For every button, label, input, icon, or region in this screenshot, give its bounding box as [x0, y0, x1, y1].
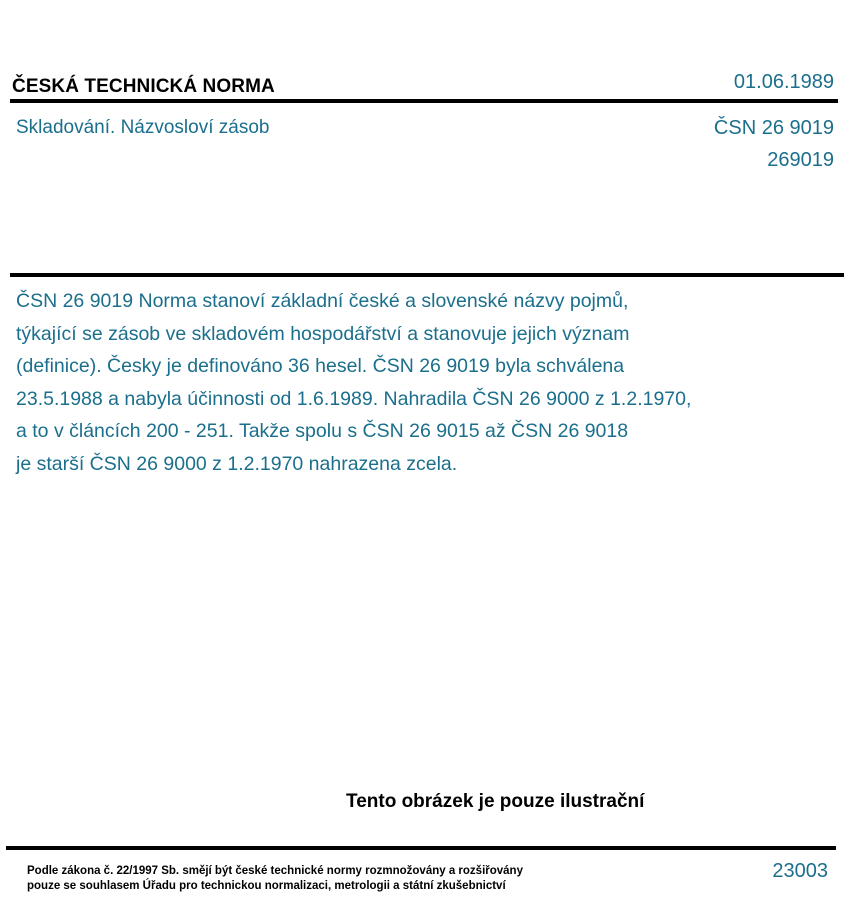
footer-divider — [6, 846, 836, 850]
document-header-title: ČESKÁ TECHNICKÁ NORMA — [12, 76, 275, 97]
description-line: týkající se zásob ve skladovém hospodářství a stanovuje jejich význam — [16, 322, 630, 345]
description-line: a to v článcích 200 - 251. Takže spolu s ČSN 26 9015 až ČSN 26 9018 — [16, 420, 629, 442]
description-line: ČSN 26 9019 Norma stanoví základní české a slovenské názvy pojmů, — [16, 290, 629, 312]
standard-subject: Skladování. Názvosloví zásob — [16, 117, 270, 138]
catalog-number: 269019 — [767, 149, 834, 171]
standard-code: ČSN 26 9019 — [713, 117, 834, 139]
legal-notice — [27, 864, 523, 894]
description-line: (definice). Česky je definováno 36 hesel. ČSN 26 9019 byla schválena — [16, 355, 625, 377]
description-line: 23.5.1988 a nabyla účinnosti od 1.6.1989. Nahradila ČSN 26 9000 z 1.2.1970, — [16, 387, 692, 410]
document-number: 23003 — [772, 860, 828, 882]
legal-notice-line: Podle zákona č. 22/1997 Sb. smějí být české technické normy rozmnožovány a rozšiřovány — [27, 865, 523, 877]
legal-notice-line: pouze se souhlasem Úřadu pro technickou normalizaci, metrologii a státní zkušebnictví — [27, 880, 506, 892]
section-divider — [10, 273, 844, 277]
effective-date: 01.06.1989 — [733, 71, 834, 93]
illustration-notice: Tento obrázek je pouze ilustrační — [346, 791, 645, 812]
description-line: je starší ČSN 26 9000 z 1.2.1970 nahrazena zcela. — [16, 452, 458, 475]
header-divider — [10, 99, 838, 103]
standard-description — [16, 285, 796, 480]
